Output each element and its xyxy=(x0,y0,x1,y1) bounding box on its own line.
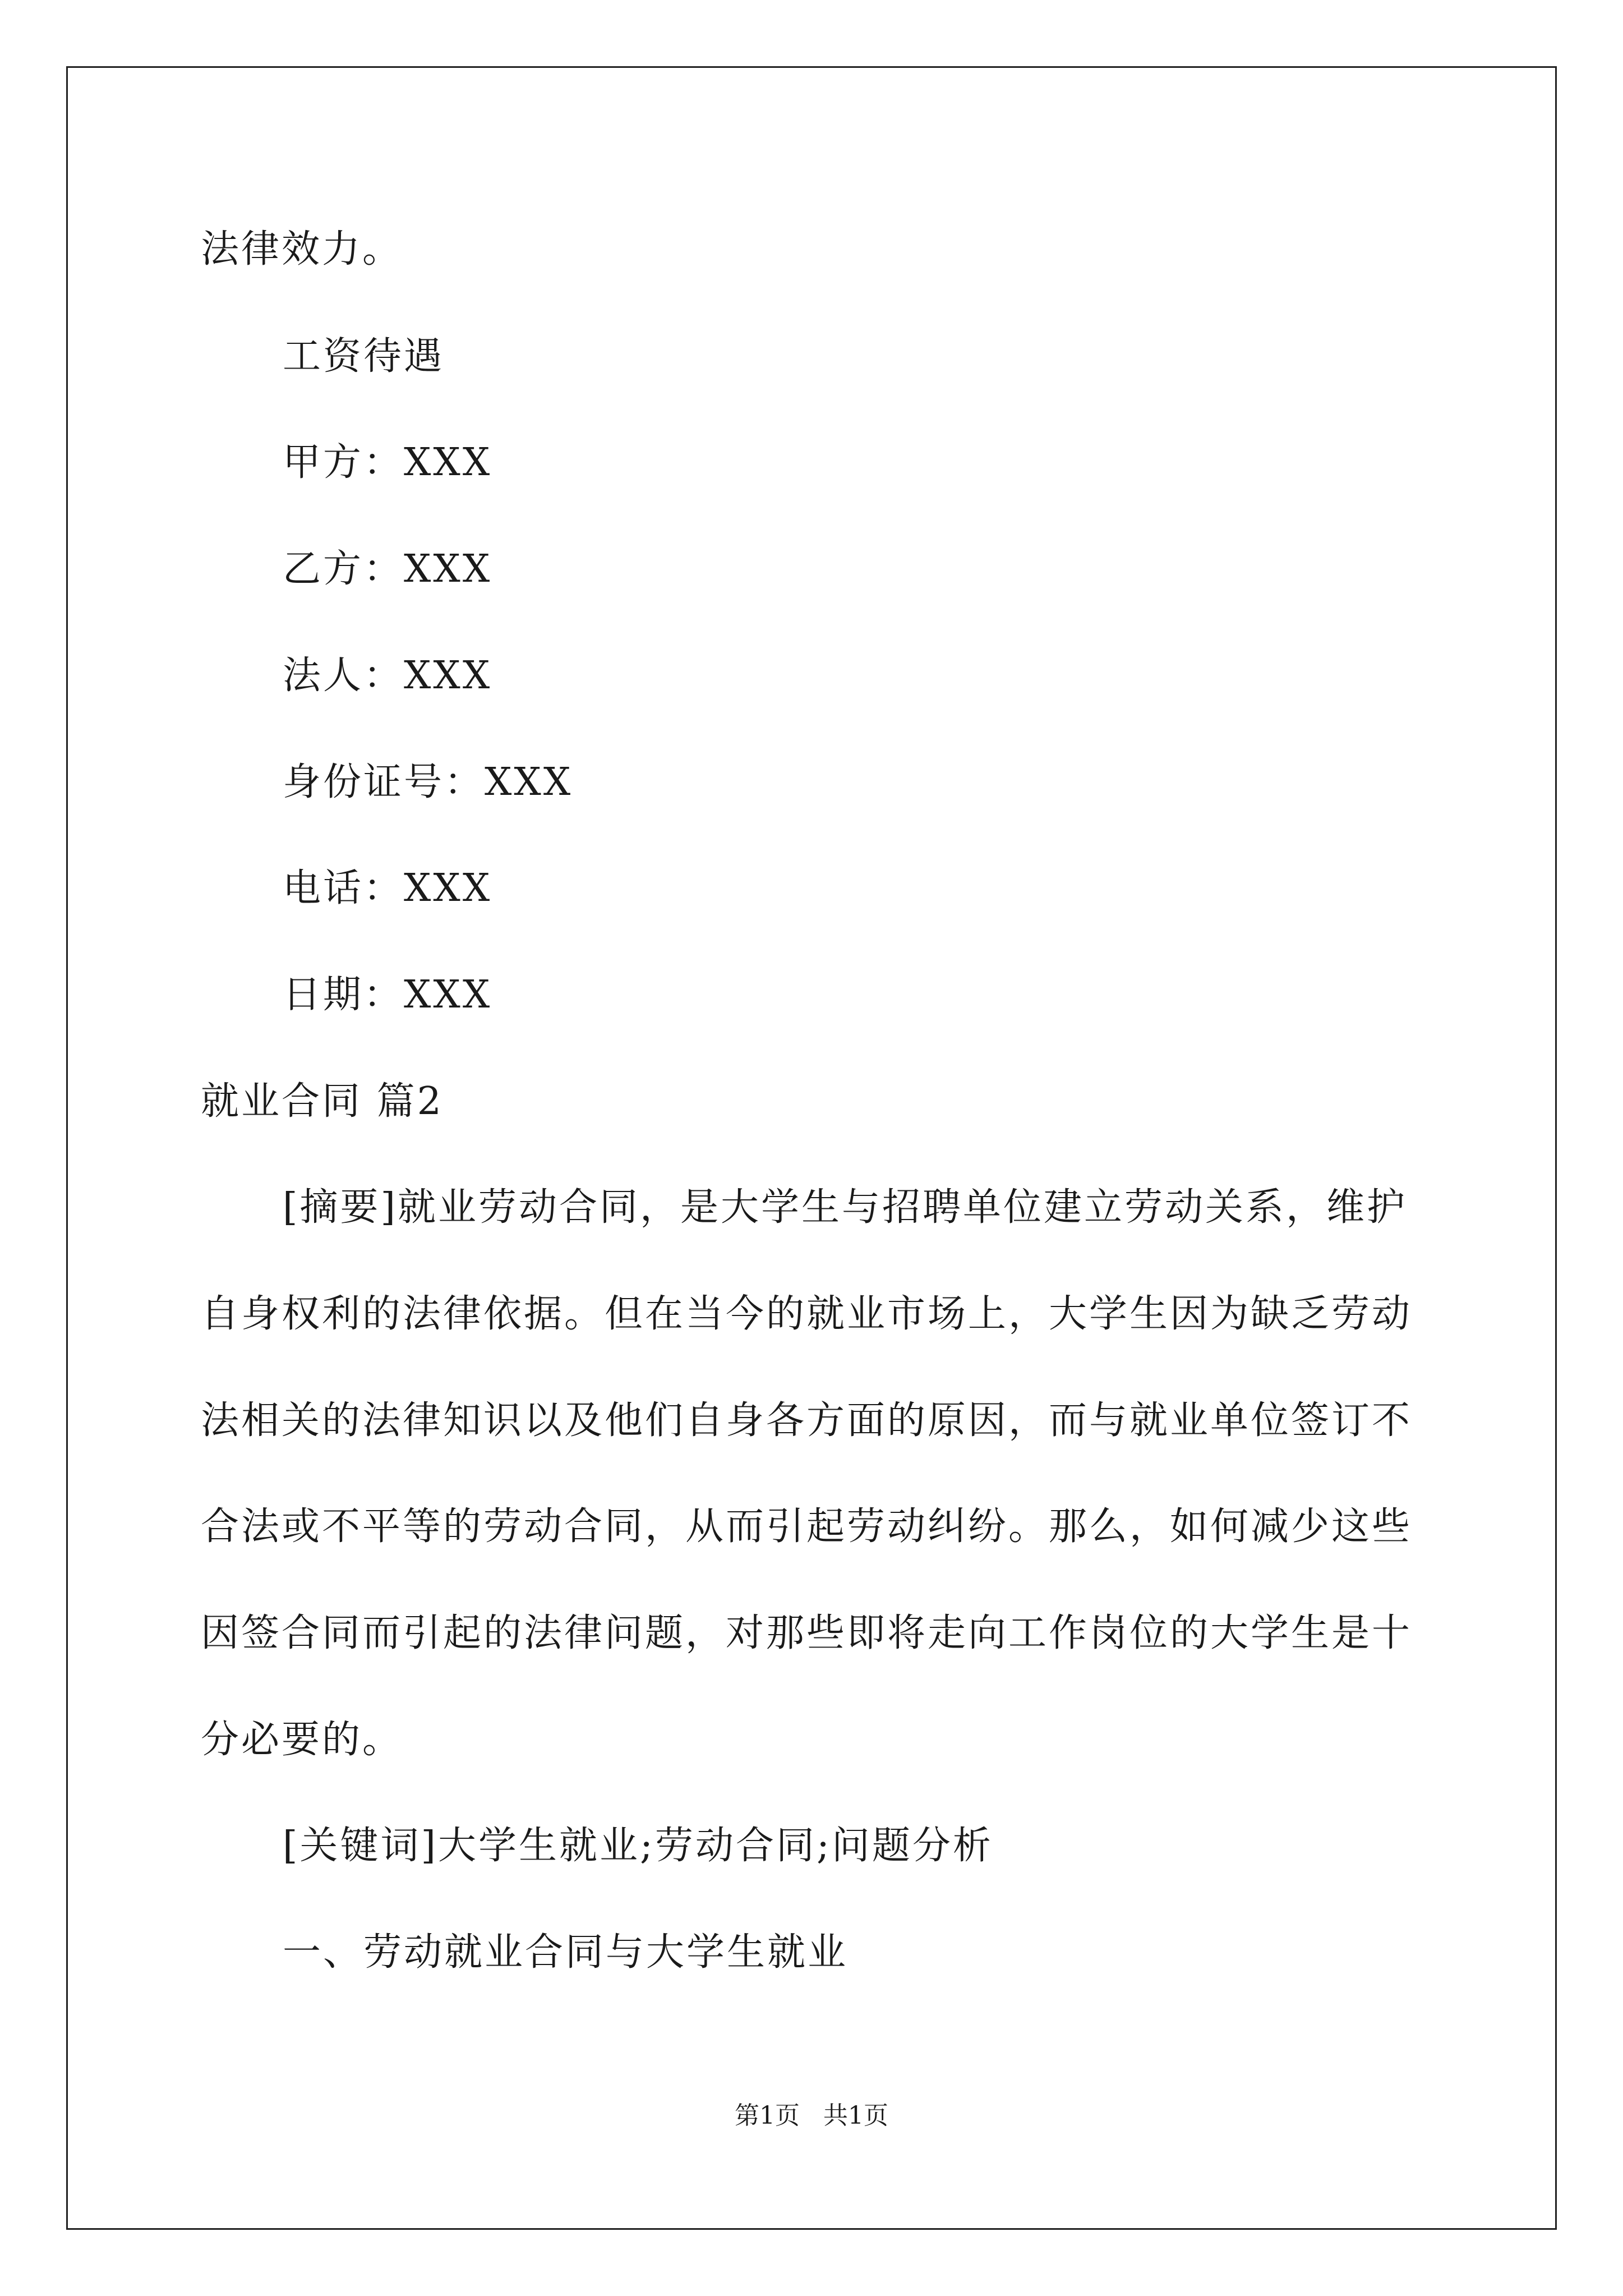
abstract-line: 自身权利的法律依据。但在当今的就业市场上，大学生因为缺乏劳动 xyxy=(201,1292,1413,1336)
keywords-line: [关键词]大学生就业;劳动合同;问题分析 xyxy=(283,1824,993,1868)
abstract-line: 法相关的法律知识以及他们自身各方面的原因，而与就业单位签订不 xyxy=(201,1398,1413,1443)
chapter-title: 就业合同 篇2 xyxy=(201,1079,444,1124)
date-line: 日期：XXX xyxy=(283,973,492,1017)
phone-line: 电话：XXX xyxy=(283,866,492,910)
section-heading: 一、劳动就业合同与大学生就业 xyxy=(283,1930,849,1975)
party-b-line: 乙方：XXX xyxy=(283,547,492,591)
text-line: 法律效力。 xyxy=(201,227,403,272)
abstract-line: 分必要的。 xyxy=(201,1718,403,1762)
section-heading: 工资待遇 xyxy=(283,334,445,379)
page-border xyxy=(66,66,1557,2230)
party-a-line: 甲方：XXX xyxy=(283,440,492,485)
page-footer: 第1页 共1页 xyxy=(735,2101,888,2130)
abstract-line: 因签合同而引起的法律问题，对那些即将走向工作岗位的大学生是十 xyxy=(201,1611,1413,1655)
abstract-line: 合法或不平等的劳动合同，从而引起劳动纠纷。那么，如何减少这些 xyxy=(201,1504,1413,1549)
abstract-line: [摘要]就业劳动合同，是大学生与招聘单位建立劳动关系，维护 xyxy=(283,1185,1408,1230)
id-number-line: 身份证号：XXX xyxy=(283,760,573,804)
legal-person-line: 法人：XXX xyxy=(283,654,492,698)
